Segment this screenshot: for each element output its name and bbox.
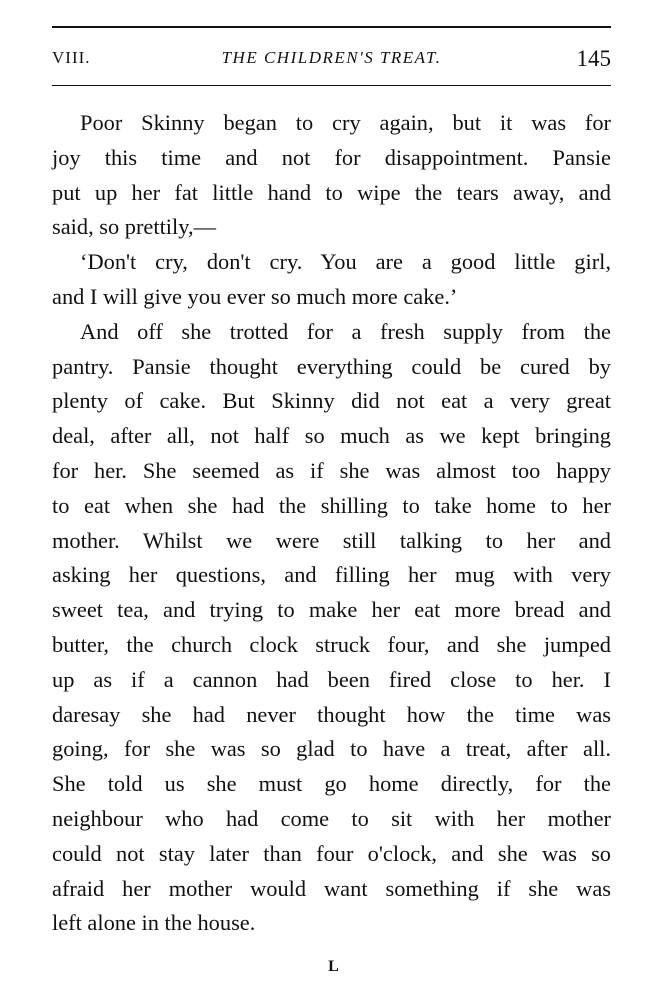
header-top-rule — [52, 26, 611, 28]
text-line: and I will give you ever so much more cake.’ — [52, 283, 458, 309]
signature-mark: L — [328, 958, 339, 975]
text-line: neighbour who had come to sit with her mother — [52, 805, 611, 831]
text-line: deal, after all, not half so much as we kept bringing — [52, 423, 611, 449]
text-line: daresay she had never thought how the time was — [52, 701, 611, 727]
text-line: left alone in the house. — [52, 910, 256, 936]
text-line: Poor Skinny began to cry again, but it was for — [80, 110, 611, 135]
text-line: put up her fat little hand to wipe the tears away, and — [52, 179, 611, 205]
text-line: asking her questions, and filling her mug with very — [52, 562, 611, 588]
running-title: THE CHILDREN'S TREAT. — [221, 48, 442, 67]
chapter-number: VIII. — [52, 48, 91, 67]
text-line: She told us she must go home directly, for the — [52, 771, 611, 797]
text-line: to eat when she had the shilling to take home to her — [52, 492, 611, 518]
text-line: And off she trotted for a fresh supply from the — [80, 318, 611, 344]
text-line: pantry. Pansie thought everything could be cured by — [52, 353, 611, 379]
header-bottom-rule — [52, 85, 611, 86]
text-line: afraid her mother would want something if she was — [52, 875, 611, 901]
text-line: could not stay later than four o'clock, and she was so — [52, 840, 611, 866]
text-line: mother. Whilst we were still talking to her and — [52, 527, 611, 553]
text-line: ‘Don't cry, don't cry. You are a good little girl, — [80, 249, 611, 275]
page-body — [52, 106, 611, 941]
text-line: up as if a cannon had been fired close to her. I — [52, 666, 611, 692]
text-line: butter, the church clock struck four, and she jumped — [52, 631, 611, 657]
text-line: joy this time and not for disappointment. Pansie — [52, 144, 611, 170]
text-line: going, for she was so glad to have a treat, after all. — [52, 736, 611, 762]
text-line: said, so prettily,— — [52, 214, 216, 240]
running-header — [52, 46, 611, 76]
page-number: 145 — [576, 46, 611, 71]
text-line: for her. She seemed as if she was almost too happy — [52, 457, 611, 483]
text-line: sweet tea, and trying to make her eat more bread and — [52, 597, 611, 623]
text-line: plenty of cake. But Skinny did not eat a very great — [52, 388, 611, 414]
